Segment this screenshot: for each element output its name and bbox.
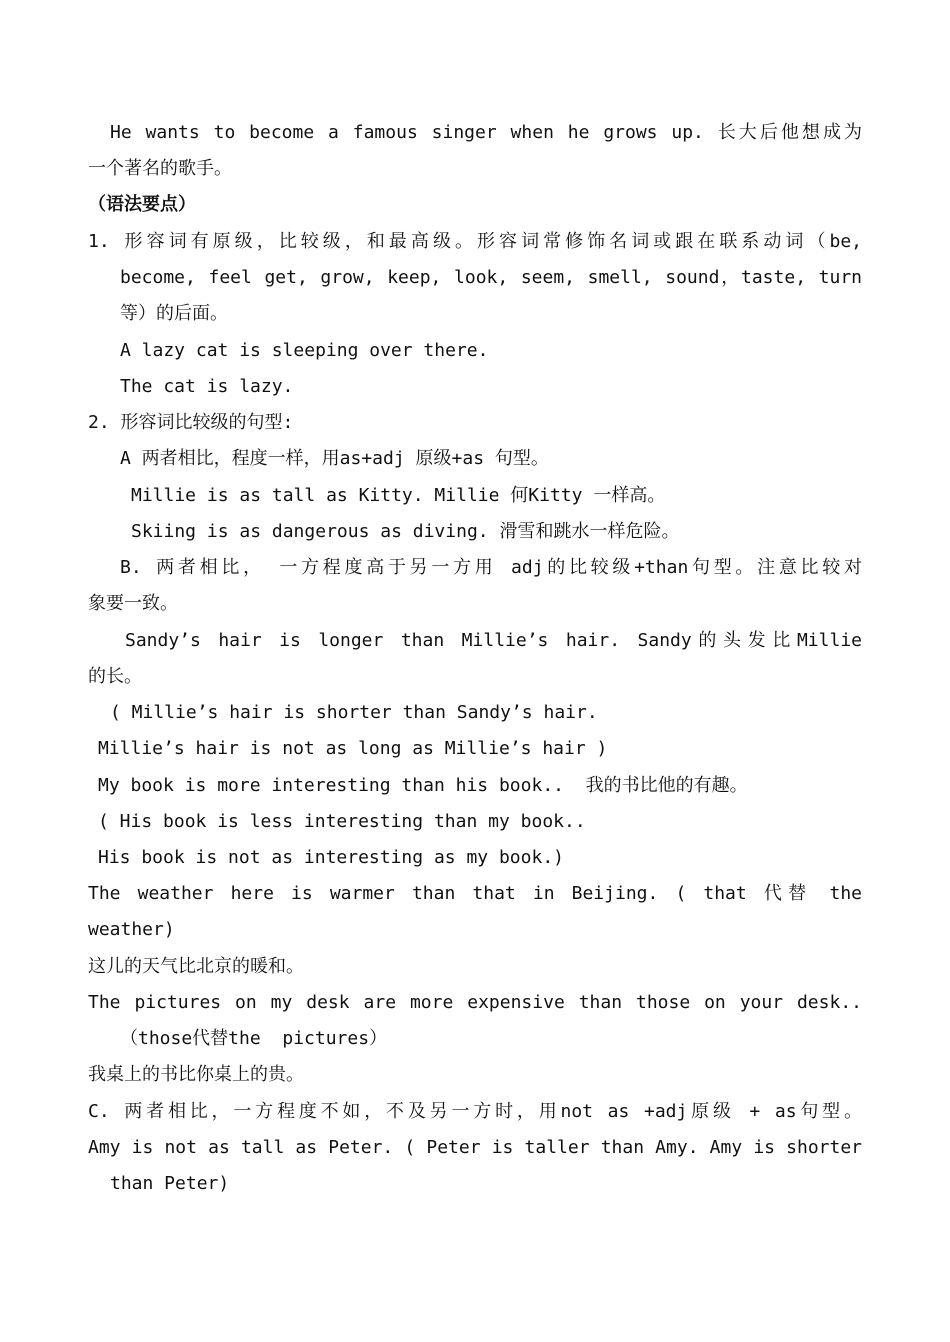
rule-b-end: 象要一致。: [88, 593, 178, 614]
example-amy-peter-end: than Peter): [110, 1173, 230, 1194]
example-weather: The weather here is warmer than that in Beijing. ( that 代替 the: [88, 883, 862, 904]
translation-weather: 这儿的天气比北京的暖和。: [88, 956, 304, 977]
example-cat-lazy: The cat is lazy.: [120, 376, 294, 397]
example-sentence-singer: He wants to become a famous singer when he grows up. 长大后他想成为: [110, 122, 862, 143]
point-1-end: 等）的后面。: [120, 303, 228, 324]
example-skiing: Skiing is as dangerous as diving. 滑雪和跳水一样危险。: [131, 521, 680, 542]
example-weather-end: weather): [88, 919, 175, 940]
example-millie-shorter: ( Millie’s hair is shorter than Sandy’s hair.: [110, 702, 598, 723]
rule-b: B. 两者相比， 一方程度高于另一方用 adj的比较级+than句型。注意比较对: [120, 557, 862, 578]
example-lazy-cat: A lazy cat is sleeping over there.: [120, 340, 489, 361]
translation-pictures: 我桌上的书比你桌上的贵。: [88, 1064, 304, 1085]
point-2-heading: 2. 形容词比较级的句型:: [88, 412, 294, 433]
example-pictures: The pictures on my desk are more expensive than those on your desk..: [88, 992, 862, 1013]
point-1-verbs: become, feel get, grow, keep, look, seem, smell, sound，taste, turn: [120, 267, 862, 288]
rule-c: C. 两者相比，一方程度不如，不及另一方时，用not as +adj原级 + as句型。: [88, 1101, 862, 1122]
example-my-book: My book is more interesting than his book.. 我的书比他的有趣。: [98, 775, 748, 796]
point-1-text: 1. 形容词有原级，比较级，和最高级。形容词常修饰名词或跟在联系动词（be,: [88, 231, 862, 252]
example-amy-peter: Amy is not as tall as Peter. ( Peter is taller than Amy. Amy is shorter: [88, 1137, 862, 1158]
example-sandy-hair-end: 的长。: [88, 666, 142, 687]
translation-singer: 一个著名的歌手。: [88, 158, 232, 179]
example-his-book-less: ( His book is less interesting than my book..: [98, 811, 586, 832]
note-those: （those代替the pictures）: [120, 1028, 388, 1049]
example-millie-kitty: Millie is as tall as Kitty. Millie 何Kitty 一样高。: [131, 485, 666, 506]
example-sandy-hair: Sandy’s hair is longer than Millie’s hair. Sandy的头发比Millie: [125, 630, 862, 651]
example-his-book-not-as: His book is not as interesting as my book.): [98, 847, 564, 868]
rule-a: A 两者相比，程度一样，用as+adj 原级+as 句型。: [120, 448, 549, 469]
section-heading-grammar: （语法要点）: [88, 194, 196, 215]
example-millie-not-as-long: Millie’s hair is not as long as Millie’s hair ): [98, 738, 608, 759]
